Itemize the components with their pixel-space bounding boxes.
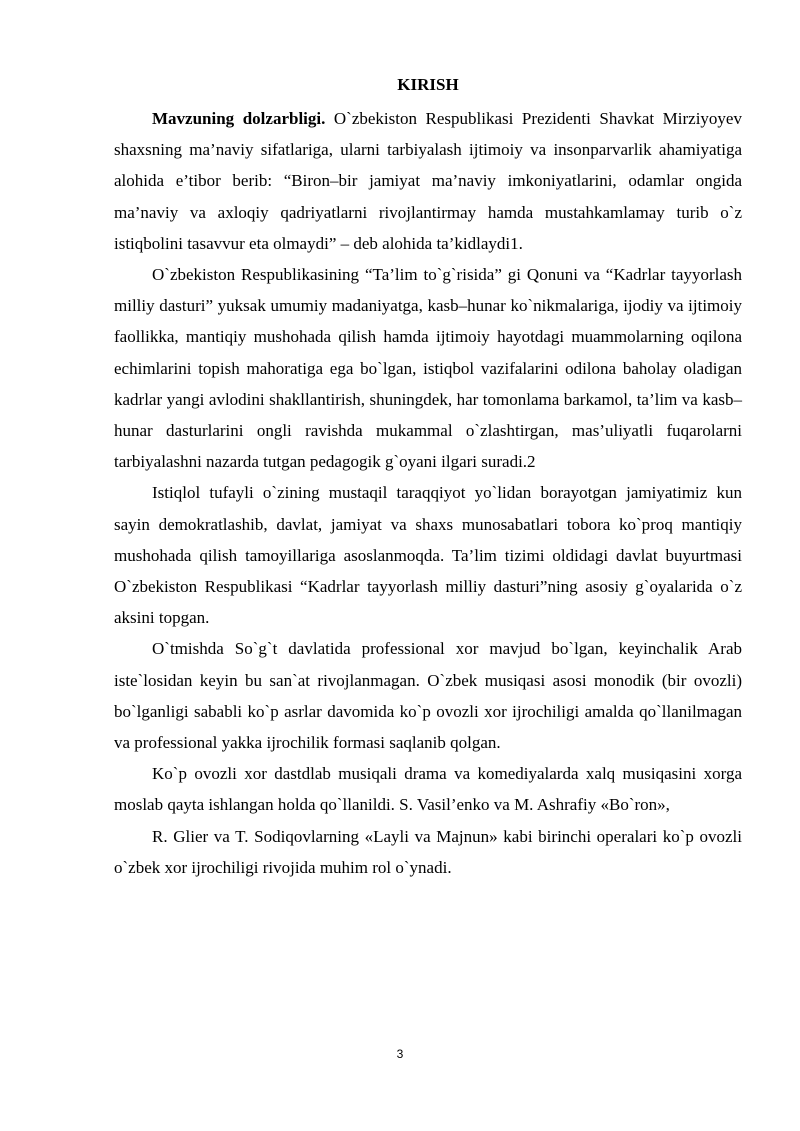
page-title: KIRISH bbox=[397, 75, 459, 94]
paragraph: Istiqlol tufayli o`zining mustaqil taraqqiyot yo`lidan borayotgan jamiyatimiz kun sayin demokratlashib, davlat, jamiyat va shaxs munosabatlari tobora ko`proq mantiqiy mushohada qilish tamoyillariga asoslanmoqda. Ta’lim tizimi oldidagi davlat buyurtmasi O`zbekiston Respublikasi “Kadrlar tayyorlash milliy dasturi”ning asosiy g`oyalarida o`z aksini topgan. bbox=[114, 483, 742, 628]
document-page bbox=[114, 73, 742, 883]
paragraph: O`tmishda So`g`t davlatida professional xor mavjud bo`lgan, keyinchalik Arab iste`losidan keyin bu san`at rivojlanmagan. O`zbek musiqasi asosi monodik (bir ovozli) bo`lganligi sababli ko`p asrlar davomida ko`p ovozli xor ijrochiligi amalda qo`llanilmagan va professional yakka ijrochilik formasi saqlanib qolgan. bbox=[114, 639, 742, 753]
paragraph: Ko`p ovozli xor dastdlab musiqali drama va komediyalarda xalq musiqasini xorga moslab qayta ishlangan holda qo`llanildi. S. Vasil’enko va M. Ashrafiy «Bo`ron», bbox=[114, 764, 742, 815]
paragraph-relevance bbox=[114, 103, 742, 259]
paragraph: O`zbekiston Respublikasining “Ta’lim to`g`risida” gi Qonuni va “Kadrlar tayyorlash milliy dasturi” yuksak umumiy madaniyatga, kasb–hunar ko`nikmalariga, ijodiy va ijtimoiy faollikka, mantiqiy mushohada qilish hamda ijtimoiy hayotdagi muammolarning oqilona echimlarini topish mahoratiga ega bo`lgan, istiqbol vazifalarini odilona baholay oladigan kadrlar yangi avlodini shakllantirish, shuningdek, har tomonlama barkamol, ta’lim va kasb–hunar dasturlarini ongli ravishda mukammal o`zlashtirgan, mas’uliyatli fuqarolarni tarbiyalashni nazarda tutgan pedagogik g`oyani ilgari suradi.2 bbox=[114, 265, 742, 472]
page-number: 3 bbox=[396, 1047, 404, 1061]
paragraph-lead: Mavzuning dolzarbligi. bbox=[152, 109, 326, 128]
paragraph: R. Glier va T. Sodiqovlarning «Layli va Majnun» kabi birinchi operalari ko`p ovozli o`zbek xor ijrochiligi rivojida muhim rol o`ynadi. bbox=[114, 826, 742, 877]
paragraph-text: O`zbekiston Respublikasi Prezidenti Shavkat Mirziyoyev shaxsning ma’naviy sifatlariga, ularni tarbiyalash ijtimoiy va insonparvarlik ahamiyatiga alohida e’tibor berib: “Biron–bir jamiyat ma’naviy imkoniyatlarini, odamlar ongida ma’naviy va axloqiy qadriyatlarni rivojlantirmay hamda mustahkamlamay turib o`z istiqbolini tasavvur eta olmaydi” – deb alohida ta’kidlaydi1. bbox=[114, 109, 742, 253]
